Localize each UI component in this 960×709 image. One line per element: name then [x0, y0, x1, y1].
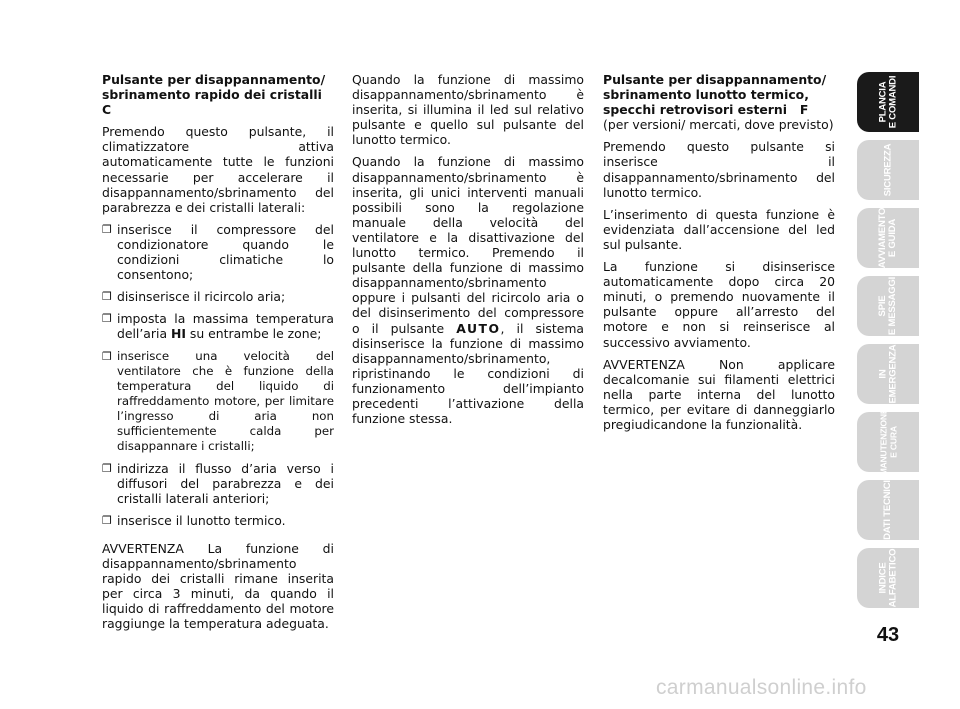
- heading-line: sbrinamento rapido dei cristalli C: [102, 87, 322, 118]
- tab-dati-tecnici[interactable]: [857, 480, 919, 540]
- checkbox-bullet-icon: ❒: [102, 312, 112, 326]
- checkbox-bullet-icon: ❒: [102, 290, 112, 304]
- led-paragraph: Quando la funzione di massimo disappannamento/sbrinamento è inserita, si illumina il led sul relativo pulsante e quello sul pulsante del lunotto termico.: [352, 72, 584, 148]
- tab-plancia-e-comandi[interactable]: [857, 72, 919, 132]
- tab-label: INDICE ALFABETICO: [876, 548, 898, 608]
- chapter-tabs: [857, 72, 919, 616]
- tab-in-emergenza[interactable]: [857, 344, 919, 404]
- intro-paragraph: Premendo questo pulsante, il climatizzatore attiva automaticamente tutte le funzioni necessarie per accelerare il disappannamento/sbrinamento del parabrezza e dei cristalli laterali:: [102, 124, 334, 215]
- tab-spie-e-messaggi[interactable]: [857, 276, 919, 336]
- tab-label: PLANCIA E COMANDI: [877, 75, 898, 129]
- section-heading-rear-window: [603, 72, 835, 117]
- tab-label: IN EMERGENZA: [877, 344, 898, 404]
- list-item: ❒ disinserisce il ricircolo aria;: [102, 289, 286, 305]
- auto-off-paragraph: La funzione si disinserisce automaticamente dopo circa 20 minuti, o premendo nuovamente il pulsante oppure all’arresto del motore e non si reinserisce al successivo avviamento.: [603, 259, 835, 350]
- tab-label: DATI TECNICI: [881, 480, 893, 540]
- tab-label: SICUREZZA: [882, 143, 893, 197]
- heading-line: Pulsante per disappannamento/: [603, 72, 827, 87]
- list-item: ❒ indirizza il flusso d’aria verso i diffusori del parabrezza e dei cristalli laterali anteriori;: [102, 461, 334, 507]
- tab-label: MANUTENZIONE E CURA: [878, 408, 899, 476]
- auto-label: AUTO: [456, 320, 501, 336]
- list-item: ❒ inserisce una velocità del ventilatore che è funzione della temperatura del liquido di raffreddamento motore, per limitare l’ingresso di aria non sufficientemente calda per disappannare i cristalli;: [102, 348, 334, 454]
- tab-manutenzione-e-cura[interactable]: [857, 408, 919, 476]
- page-number: 43: [876, 624, 900, 646]
- column-right: [603, 72, 835, 439]
- tab-label: AVVIAMENTO E GUIDA: [877, 207, 898, 269]
- checkbox-bullet-icon: ❒: [102, 222, 112, 236]
- version-note: (per versioni/ mercati, dove previsto): [603, 117, 834, 133]
- section-heading-rapid-defrost: [102, 72, 334, 117]
- checkbox-bullet-icon: ❒: [102, 514, 112, 528]
- heading-line: sbrinamento lunotto termico,: [603, 87, 809, 103]
- bullet-list: [102, 222, 334, 529]
- tab-label: SPIE E MESSAGGI: [877, 276, 898, 336]
- heading-line: Pulsante per disappannamento/: [102, 72, 326, 87]
- watermark: carmanualsonline.info: [656, 676, 867, 699]
- warning-paragraph: AVVERTENZA Non applicare decalcomanie sui filamenti elettrici nella parte interna del lunotto termico, per evitare di danneggiarlo pregiudicandone la funzionalità.: [603, 356, 835, 432]
- list-item: ❒ imposta la massima temperatura dell’aria HI su entrambe le zone;: [102, 311, 334, 342]
- heading-line: specchi retrovisori esterni F: [603, 102, 809, 118]
- tab-indice-alfabetico[interactable]: [857, 548, 919, 608]
- warning-paragraph: AVVERTENZA La funzione di disappannamento/sbrinamento rapido dei cristalli rimane inserita per circa 3 minuti, da quando il liquido di raffreddamento del motore raggiunge la temperatura adeguata.: [102, 540, 334, 631]
- list-item: ❒ inserisce il compressore del condizionatore quando le condizioni climatiche lo consentono;: [102, 221, 334, 283]
- checkbox-bullet-icon: ❒: [102, 462, 112, 476]
- hi-label: HI: [170, 326, 186, 342]
- column-middle: [352, 72, 584, 433]
- column-left: [102, 72, 334, 638]
- led-paragraph: L’inserimento di questa funzione è evidenziata dall’accensione del led sul pulsante.: [603, 206, 835, 252]
- manual-interventions-paragraph: Quando la funzione di massimo disappannamento/sbrinamento è inserita, gli unici interventi manuali possibili sono la regolazione manuale della velocità del ventilatore e la disattivazione del lunotto termico. Premendo il pulsante della funzione di massimo disappannamento/sbrinamento oppure i pulsanti del ricircolo aria o del disinserimento del compressore o il pulsante AUTO, il sistema disinserisce la funzione di massimo disappannamento/sbrinamento, ripristinando le condizioni di funzionamento dell’impianto precedenti l’attivazione della funzione stessa.: [352, 154, 584, 427]
- tab-avviamento-e-guida[interactable]: [857, 208, 919, 268]
- activation-paragraph: Premendo questo pulsante si inserisce il disappannamento/sbrinamento del lunotto termico.: [603, 139, 835, 200]
- tab-sicurezza[interactable]: [857, 140, 919, 200]
- list-item: ❒ inserisce il lunotto termico.: [102, 513, 286, 529]
- checkbox-bullet-icon: ❒: [102, 349, 112, 363]
